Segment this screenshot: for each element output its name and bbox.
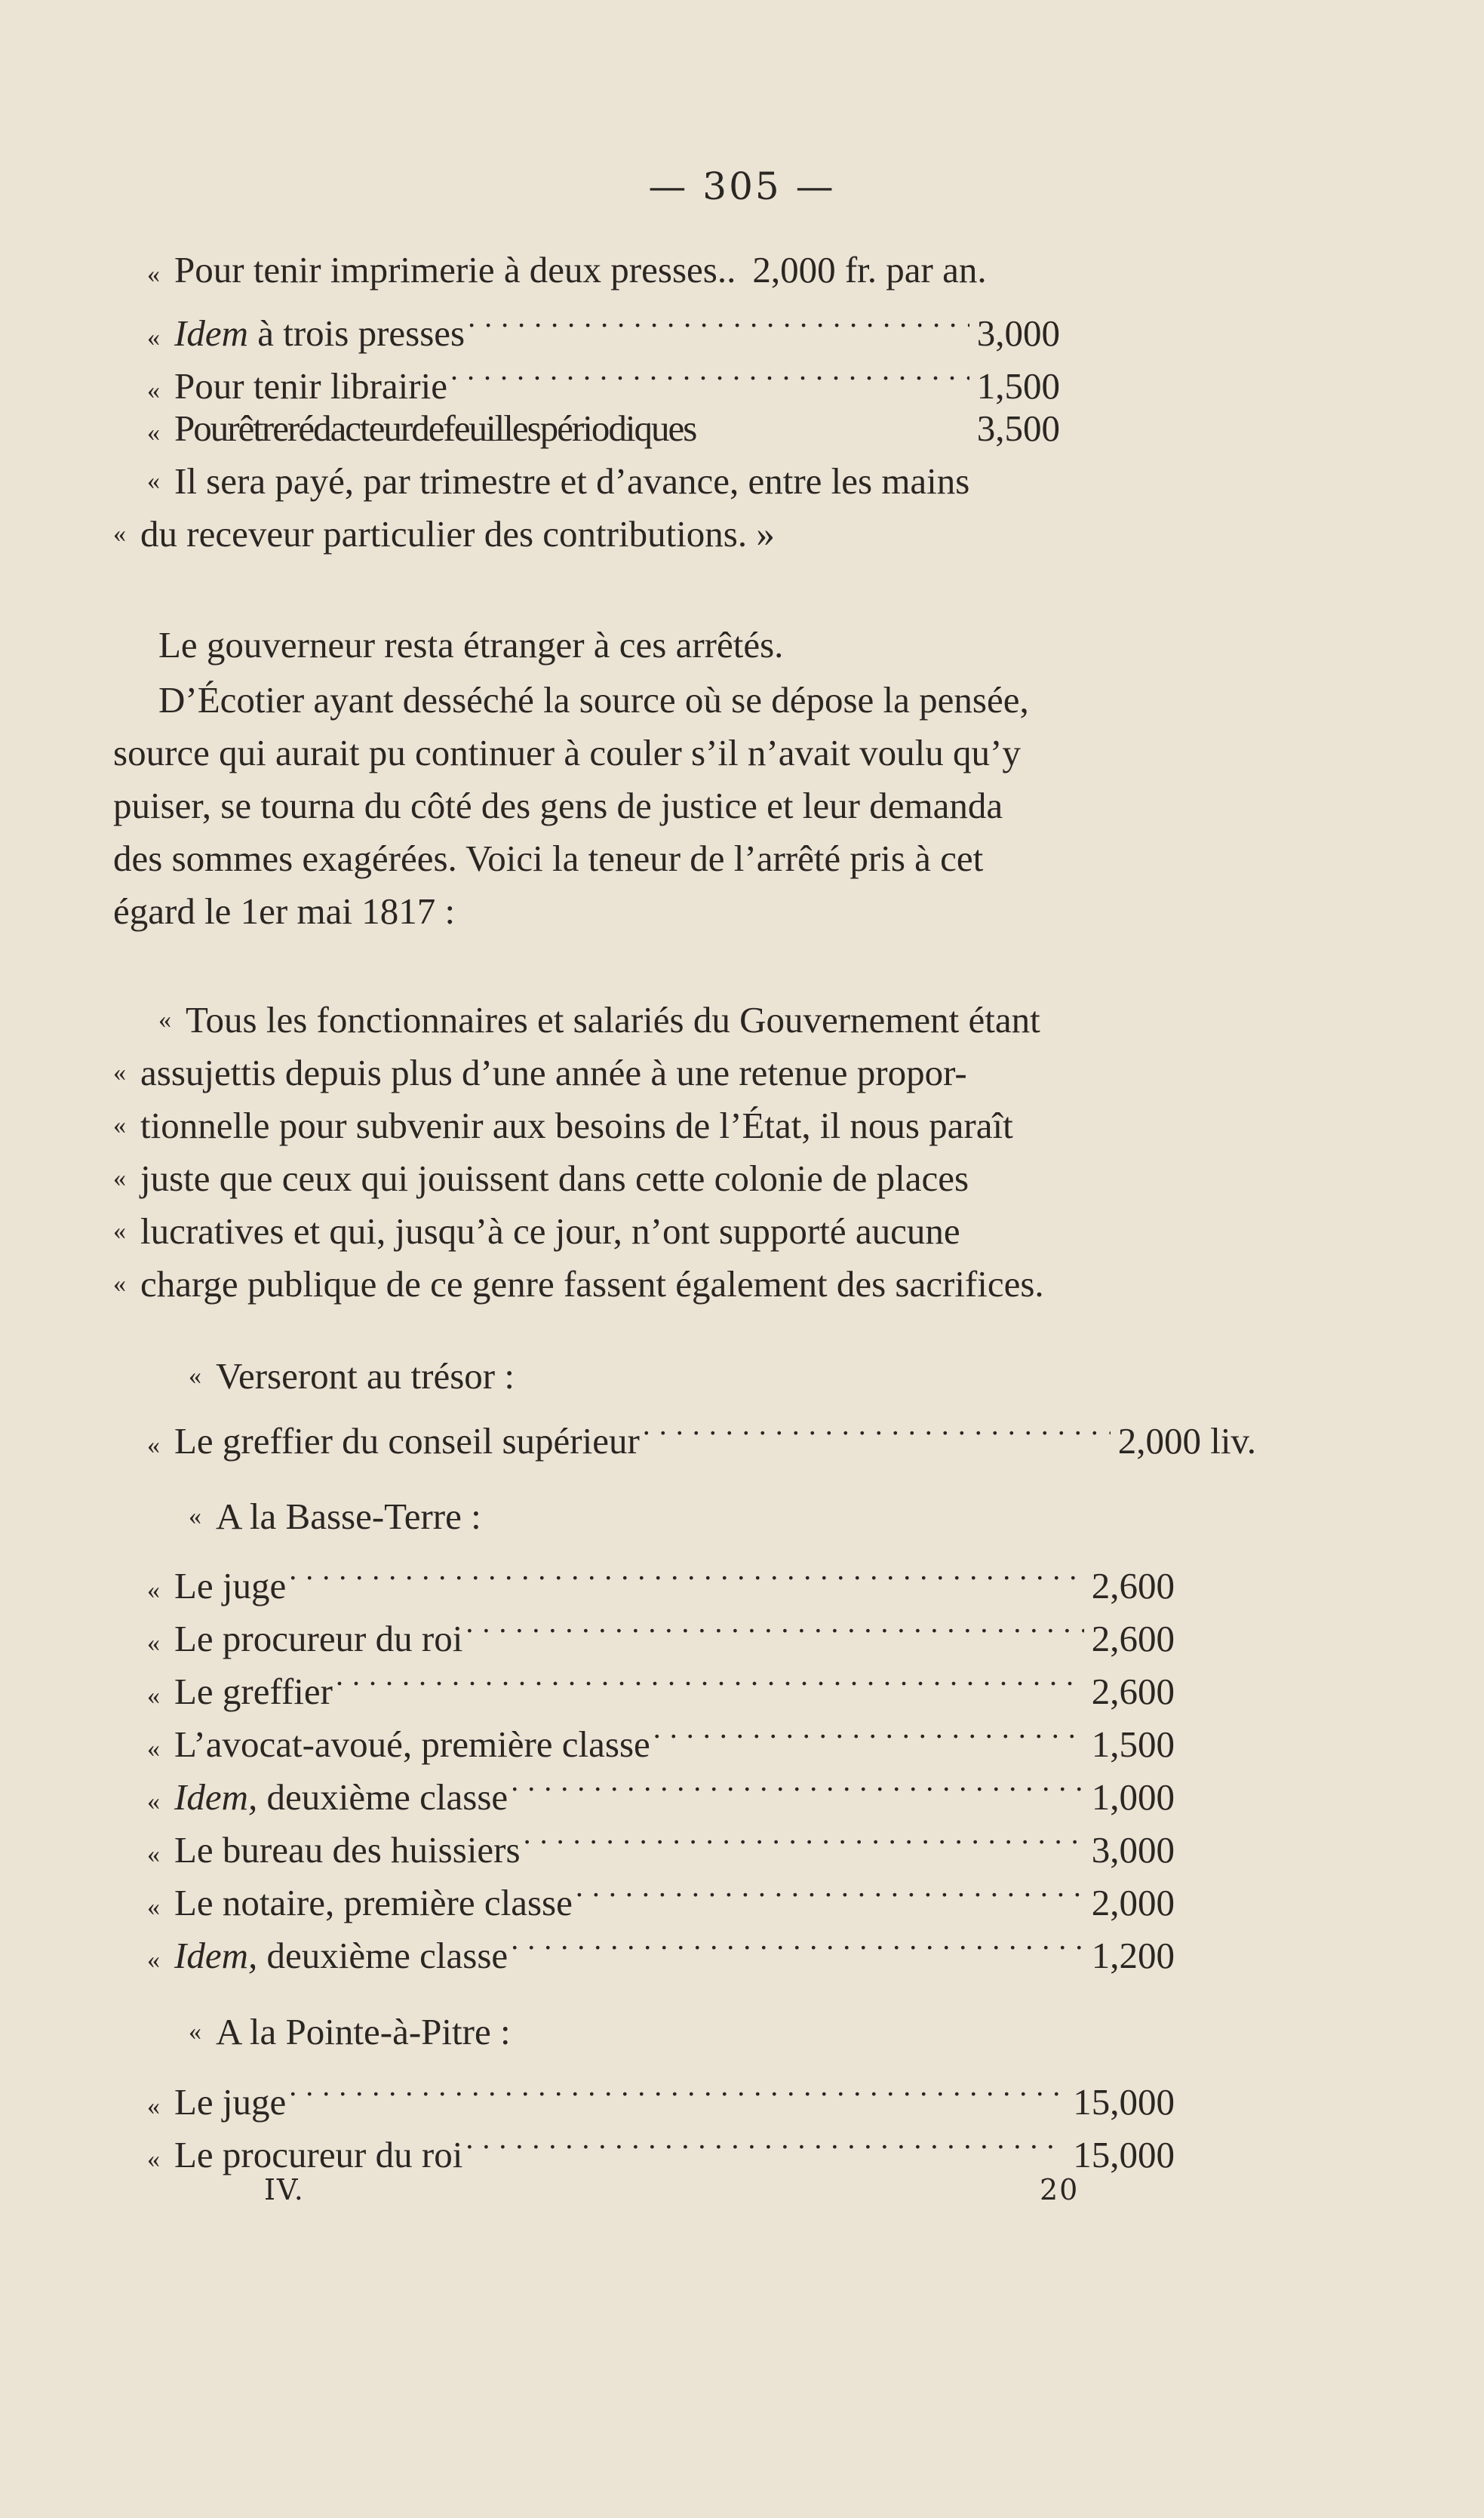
verseront-heading: « Verseront au trésor :: [189, 1355, 515, 1397]
paragraph-line: égard le 1er mai 1817 :: [113, 890, 456, 932]
tariff-line-editor: « Pourêtrerédacteurdefeuillespériodiques 3,500: [147, 406, 1060, 456]
dot-leader: [336, 1659, 1084, 1704]
dot-leader: [511, 1923, 1084, 1968]
decree-line: « tionnelle pour subvenir aux besoins de l’État, il nous paraît: [113, 1105, 1013, 1146]
list-item: « Le procureur du roi . . . 2,600: [147, 1606, 1175, 1666]
tariff-label: Pour tenir librairie: [174, 365, 447, 407]
paragraph-line: des sommes exagérées. Voici la teneur de l’arrêté pris à cet: [113, 838, 984, 879]
tariff-line-printing-three: « Idem à trois presses . . . 3,000: [147, 300, 1060, 361]
list-item: « Le greffier . . . 2,600: [147, 1659, 1175, 1719]
dot-leader: [465, 2122, 1065, 2167]
decree-line: « assujettis depuis plus d’une année à une retenue propor-: [113, 1052, 967, 1093]
tariff-label: Pour tenir imprimerie à deux presses..: [174, 249, 736, 291]
dot-leader: [468, 300, 969, 346]
list-item: « Idem, deuxième classe . . . 1,200: [147, 1923, 1175, 1983]
greffier-amount: 2,000 liv.: [1117, 1420, 1256, 1462]
paragraph-line: source qui aurait pu continuer à couler s’il n’avait voulu qu’y: [113, 732, 1021, 773]
tariff-amount: 1,500: [976, 365, 1060, 407]
list-item: « Idem, deuxième classe . . . 1,000: [147, 1764, 1175, 1825]
tariff-label: à trois presses: [247, 312, 465, 354]
dot-leader: [465, 1606, 1083, 1651]
paragraph-line: D’Écotier ayant desséché la source où se dépose la pensée,: [158, 679, 1029, 721]
tariff-note-line: « du receveur particulier des contributions. »: [113, 513, 775, 555]
dot-leader: [576, 1870, 1084, 1915]
basse-terre-heading: « A la Basse-Terre :: [189, 1496, 481, 1537]
dot-leader: [643, 1408, 1111, 1453]
tariff-amount: 3,000: [976, 312, 1060, 354]
decree-line: « Tous les fonctionnaires et salariés du Gouvernement étant: [158, 999, 1040, 1041]
list-item: « Le bureau des huissiers . . . 3,000: [147, 1817, 1175, 1877]
list-item: « Le notaire, première classe . . . 2,000: [147, 1870, 1175, 1930]
paragraph-line: puiser, se tourna du côté des gens de justice et leur demanda: [113, 785, 1003, 826]
dot-leader: [450, 353, 969, 398]
greffier-line: « Le greffier du conseil supérieur . . . 2,000 liv.: [147, 1408, 1256, 1468]
tariff-label: Pourêtrerédacteurdefeuillespériodiques: [174, 407, 696, 449]
pointe-a-pitre-heading: « A la Pointe-à-Pitre :: [189, 2011, 511, 2052]
signature-sheet: 20: [1040, 2173, 1080, 2206]
dot-leader: [653, 1711, 1084, 1757]
dot-leader: [511, 1764, 1084, 1809]
decree-line: « juste que ceux qui jouissent dans cette colonie de places: [113, 1158, 969, 1199]
tariff-note-line: « Il sera payé, par trimestre et d’avance, entre les mains: [147, 460, 970, 502]
page-number: — 305 —: [648, 164, 836, 208]
list-item: « Le juge . . . 2,600: [147, 1553, 1175, 1613]
decree-line: « charge publique de ce genre fassent également des sacrifices.: [113, 1263, 1044, 1305]
dot-leader: [289, 2069, 1065, 2114]
tariff-line-printing-two: « Pour tenir imprimerie à deux presses.. 2,000 fr. par an.: [147, 247, 1256, 297]
decree-line: « lucratives et qui, jusqu’à ce jour, n’ont supporté aucune: [113, 1210, 960, 1252]
list-item: « Le procureur du roi . . . 15,000: [147, 2122, 1175, 2182]
dot-leader: [289, 1553, 1083, 1598]
list-item: « Le juge . . . 15,000: [147, 2069, 1175, 2129]
signature-volume: IV.: [264, 2173, 305, 2206]
tariff-line-bookshop: « Pour tenir librairie . . . 1,500: [147, 353, 1060, 414]
tariff-amount: 2,000 fr. par an.: [752, 249, 987, 291]
dot-leader: [524, 1817, 1084, 1862]
tariff-amount: 3,500: [976, 407, 1060, 449]
paragraph-line: Le gouverneur resta étranger à ces arrêtés.: [158, 624, 784, 666]
list-item: « L’avocat-avoué, première classe . . . 1,500: [147, 1711, 1175, 1772]
